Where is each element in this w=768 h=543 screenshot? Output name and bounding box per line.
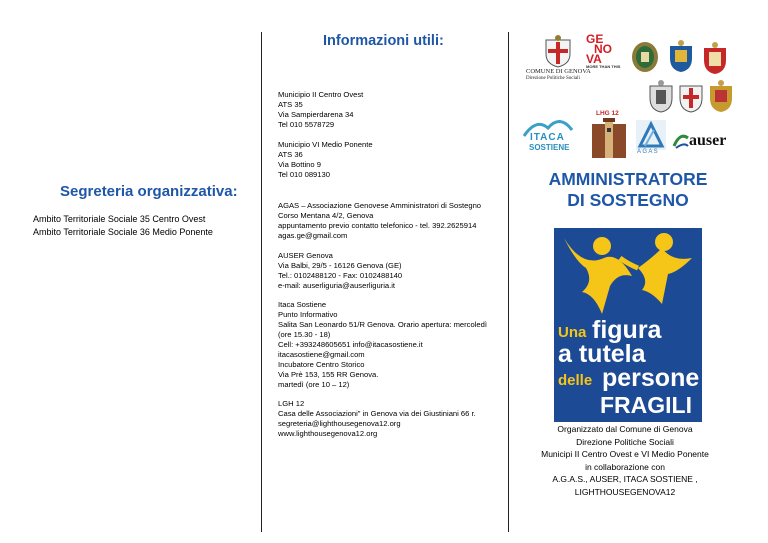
info-line: Cell: +393248605651 info@itacasostiene.it	[278, 340, 423, 349]
crest-icon	[706, 80, 736, 119]
auser-logo	[672, 128, 734, 156]
agas-logo	[636, 120, 666, 160]
info-line: Via Bottino 9	[278, 160, 321, 169]
poster-fragili: FRAGILI	[600, 392, 692, 418]
figures-icon	[554, 228, 702, 318]
lgh12-logo	[592, 110, 626, 158]
organizer-line: Organizzato dal Comune di Genova	[557, 424, 693, 434]
organizer-line: in collaborazione con	[585, 461, 665, 472]
poster-image	[554, 228, 702, 422]
right-divider	[508, 32, 509, 532]
main-title	[533, 169, 723, 211]
info-line: (ore 15.30 - 18)	[278, 330, 331, 339]
itaca-word: ITACA	[530, 132, 565, 143]
info-line: AUSER Genova	[278, 251, 333, 260]
poster-persone: persone	[602, 364, 700, 392]
organizer-line: A.G.A.S., AUSER, ITACA SOSTIENE ,	[552, 474, 698, 485]
info-line: segreteria@lighthousegenova12.org	[278, 419, 401, 428]
comune-name: COMUNE DI GENOVA	[526, 68, 591, 75]
info-line: Corso Mentana 4/2, Genova	[278, 211, 374, 220]
info-line: Casa delle Associazioni" in Genova via dei Giustiniani 66 r.	[278, 409, 476, 418]
genova-va: VA	[586, 52, 602, 66]
info-line: itacasostiene@gmail.com	[278, 350, 365, 359]
info-line: appuntamento previo contatto telefonico - tel. 392.2625914	[278, 221, 477, 230]
segreteria-heading: Segreteria organizzativa:	[60, 183, 238, 200]
info-block-agas	[278, 201, 481, 241]
crest-icon	[630, 40, 660, 79]
genova-no: NO	[594, 42, 612, 56]
lgh12-label: LHG 12	[596, 110, 619, 117]
comune-logo-text	[526, 68, 591, 82]
info-line: e-mail: auserliguria@auserliguria.it	[278, 281, 396, 290]
info-heading: Informazioni utili:	[323, 33, 444, 49]
info-line: AGAS – Associazione Genovese Amministratori di Sostegno	[278, 201, 482, 210]
crest-icon	[646, 80, 676, 119]
poster-delle: delle	[558, 372, 593, 389]
left-divider	[261, 32, 262, 532]
info-line: Itaca Sostiene	[278, 300, 327, 309]
auser-word: auser	[689, 132, 727, 149]
info-line: Tel 010 089130	[278, 170, 330, 179]
title-line-2: DI SOSTEGNO	[567, 190, 689, 210]
genova-wordmark	[586, 34, 626, 69]
ats-35-line: Ambito Territoriale Sociale 35 Centro Ovest	[33, 214, 206, 224]
genova-coat-of-arms-icon	[538, 34, 578, 68]
info-block-lgh	[278, 399, 476, 439]
organizer-line: LIGHTHOUSEGENOVA12	[574, 486, 676, 497]
info-line: LGH 12	[278, 399, 305, 408]
info-block-itaca	[278, 300, 487, 390]
info-line: Tel 010 5578729	[278, 120, 335, 129]
title-line-1: AMMINISTRATORE	[548, 169, 708, 189]
info-line: Via Prè 153, 155 RR Genova.	[278, 370, 379, 379]
itaca-sostiene-logo	[522, 118, 574, 160]
organizer-line: Direzione Politiche Sociali	[576, 436, 674, 447]
organizer-block	[519, 423, 731, 499]
info-line: Punto Informativo	[278, 310, 338, 319]
poster-una: Una	[558, 324, 587, 341]
crest-icon	[666, 40, 696, 79]
sostiene-word: SOSTIENE	[529, 143, 570, 152]
genova-tag: MORE THAN THIS	[586, 64, 621, 69]
comune-dept: Direzione Politiche Sociali	[526, 76, 580, 81]
poster-a-tutela: a tutela	[558, 340, 646, 368]
segreteria-lines	[33, 213, 213, 239]
info-block-auser	[278, 251, 402, 291]
crest-icon	[700, 42, 730, 81]
info-line: ATS 35	[278, 100, 303, 109]
crest-icon	[676, 80, 706, 119]
info-line: Municipio II Centro Ovest	[278, 90, 364, 99]
info-line: Tel.: 0102488120 - Fax: 0102488140	[278, 271, 403, 280]
info-line: agas.ge@gmail.com	[278, 231, 348, 240]
info-line: Via Sampierdarena 34	[278, 110, 354, 119]
ats-36-line: Ambito Territoriale Sociale 36 Medio Ponente	[33, 227, 213, 237]
info-line: www.lighthousegenova12.org	[278, 429, 378, 438]
poster-figura: figura	[592, 316, 662, 344]
info-block-municipio-ii	[278, 90, 363, 130]
info-line: ATS 36	[278, 150, 303, 159]
info-line: Incubatore Centro Storico	[278, 360, 365, 369]
info-line: martedì (ore 10 – 12)	[278, 380, 350, 389]
info-line: Municipio VI Medio Ponente	[278, 140, 373, 149]
info-line: Salita San Leonardo 51/R Genova. Orario apertura: mercoledì	[278, 320, 487, 329]
genova-ge: GE	[586, 32, 604, 46]
organizer-line: Municipi II Centro Ovest e VI Medio Ponente	[541, 449, 709, 460]
info-line: Via Balbi, 29/5 - 16126 Genova (GE)	[278, 261, 402, 270]
info-block-municipio-vi	[278, 140, 373, 180]
agas-label: A G A S	[637, 149, 658, 155]
